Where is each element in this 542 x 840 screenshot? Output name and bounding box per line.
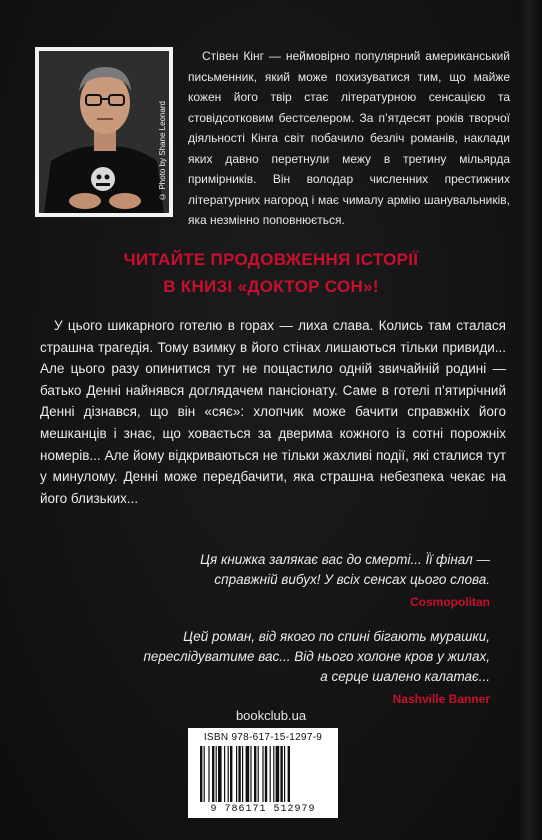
barcode-bar bbox=[288, 746, 290, 802]
barcode-bar bbox=[212, 746, 214, 802]
sequel-headline-line-1: ЧИТАЙТЕ ПРОДОВЖЕННЯ ІСТОРІЇ bbox=[123, 250, 419, 269]
review-quote-nashville-banner bbox=[60, 627, 490, 709]
barcode-bar bbox=[200, 746, 202, 802]
isbn-label: ISBN 978-617-15-1297-9 bbox=[203, 732, 323, 743]
barcode-bar bbox=[238, 746, 240, 802]
barcode-digits: 9 786171 512979 bbox=[210, 804, 316, 815]
barcode-bar bbox=[236, 746, 237, 802]
barcode-bar bbox=[216, 746, 217, 802]
barcode-bar bbox=[273, 746, 274, 802]
book-blurb bbox=[40, 315, 506, 509]
sequel-headline bbox=[40, 246, 502, 300]
quote-line: а серце шалено калатає... bbox=[320, 669, 490, 684]
author-bio bbox=[188, 46, 510, 231]
quote-line: Цей роман, від якого по спині бігають мурашки, bbox=[183, 629, 490, 644]
barcode-bar bbox=[280, 746, 282, 802]
sequel-headline-line-2: В КНИЗІ «ДОКТОР СОН»! bbox=[163, 277, 379, 296]
publisher-website: bookclub.ua bbox=[235, 708, 307, 723]
barcode-bar bbox=[242, 746, 243, 802]
barcode-bar bbox=[276, 746, 280, 802]
author-bio-text: Стівен Кінг — неймовірно популярний американський письменник, який може похизуватися тим, що майже кожен його твір стає літературною сенсацією та стовідсотковим бестселером. За п’ятдесят років творчої діяльності Кінга світ побачило безліч романів, наклади яких давно перетнули межу в третину мільярда примірників. Він володар численних престижних літературних нагород і має чималу армію шанувальників, яка незмінно поповнюється. bbox=[188, 49, 510, 227]
barcode-bar bbox=[228, 746, 229, 802]
barcode-bar bbox=[218, 746, 222, 802]
barcode-bar bbox=[230, 746, 232, 802]
barcode-bar bbox=[284, 746, 285, 802]
author-portrait-illustration bbox=[39, 51, 169, 213]
quote-line: справжній вибух! У всіх сенсах цього слова. bbox=[214, 572, 490, 587]
barcode-bars bbox=[198, 746, 328, 804]
barcode-bar bbox=[246, 746, 250, 802]
quote-source: Cosmopolitan bbox=[410, 595, 490, 609]
photo-credit: © Photo by Shane Leonard bbox=[158, 101, 167, 201]
author-photo-frame bbox=[35, 47, 173, 217]
barcode-bar bbox=[254, 746, 256, 802]
author-photo bbox=[39, 51, 169, 213]
barcode-bar bbox=[262, 746, 263, 802]
barcode-bar bbox=[270, 746, 271, 802]
quote-source: Nashville Banner bbox=[392, 692, 490, 706]
quote-line: Ця книжка залякає вас до смерті... Її фінал — bbox=[200, 552, 490, 567]
barcode-bar bbox=[224, 746, 225, 802]
barcode-bar bbox=[204, 746, 205, 802]
quote-line: переслідуватиме вас... Від нього холоне кров у жилах, bbox=[143, 649, 490, 664]
barcode-box bbox=[188, 728, 338, 818]
review-quote-cosmopolitan bbox=[60, 550, 490, 612]
book-blurb-text: У цього шикарного готелю в горах — лиха слава. Колись там сталася страшна трагедія. Тому взимку в його стінах лишаються тільки привиди... Але цього разу опинитися тут не пощастило одній звичайній родині — батько Денні найнявся доглядачем пансіонату. Саме в готелі п’ятирічний Денні дізнався, що він «сяє»: хлопчик може бачити справжніх його мешканців і знає, що ховається за дверима кожного із сотні порожніх номерів... Але йому відкриваються не тільки жахливі події, які сталися тут у минулому. Денні може передбачити, яка страшна небезпека чекає на його близьких... bbox=[40, 318, 506, 506]
barcode-bar bbox=[208, 746, 209, 802]
barcode-bar bbox=[258, 746, 259, 802]
barcode-bar bbox=[250, 746, 251, 802]
barcode-bar bbox=[265, 746, 267, 802]
